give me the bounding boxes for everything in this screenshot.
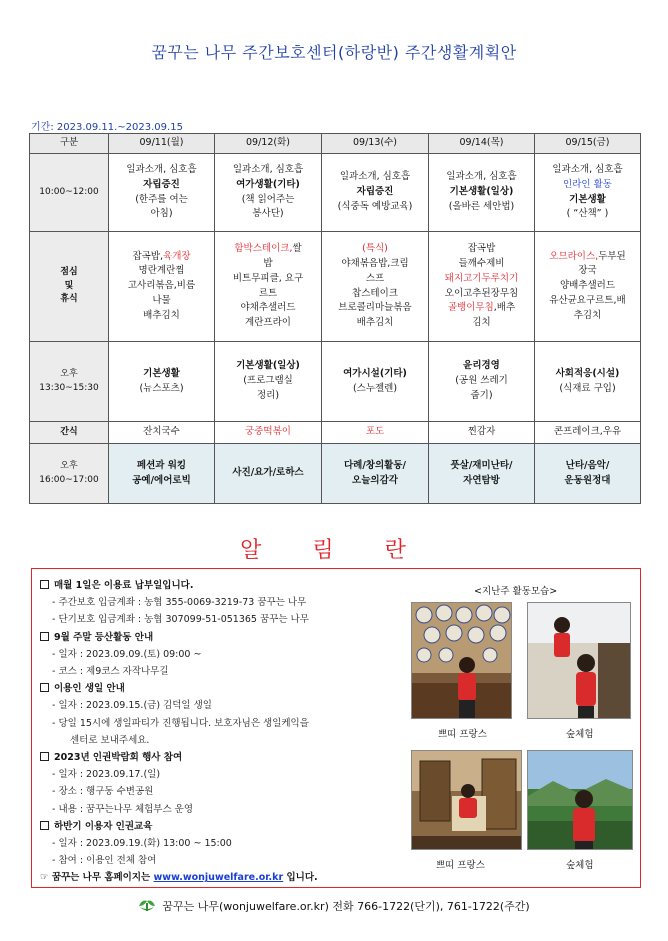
cell-line: 기본생활(일상): [449, 186, 514, 198]
cell-line: 운동원정대: [564, 474, 611, 486]
cell-text: ,배추: [493, 302, 516, 314]
cell-line: 오후: [60, 460, 78, 471]
cell-line: 아침): [150, 208, 173, 220]
notice-line: - 내용 : 꿈꾸는나무 체험부스 운영: [52, 803, 194, 815]
cell-line: 인라인 활동: [563, 178, 612, 190]
cell-line: 배추김치: [356, 316, 394, 328]
notice-heading: 9월 주말 등산활동 안내: [54, 631, 154, 643]
cell-line: [538, 250, 637, 265]
cell-line: 찹스테이크: [352, 287, 398, 299]
notice-item: [40, 749, 410, 766]
cell-text: 육개장: [163, 250, 191, 262]
cell-text: 함박스테이크,: [234, 243, 293, 255]
page-title: 꿈꾸는 나무 주간보호센터(하랑반) 주간생활계획안: [151, 43, 517, 62]
table-cell: [535, 342, 641, 422]
table-cell: 찐감자: [429, 422, 535, 444]
table-row: [30, 422, 641, 444]
cell-line: [218, 242, 318, 257]
homepage-prefix: ☞ 꿈꾸는 나무 홈페이지는: [40, 872, 151, 884]
cell-line: 13:30~15:30: [39, 382, 99, 393]
notice-line: - 일자 : 2023.09.15.(금) 김덕일 생일: [52, 700, 212, 712]
notice-line: - 당일 15시에 생일파티가 진행됩니다. 보호자님은 생일케익을: [52, 717, 309, 729]
table-cell: [109, 232, 215, 342]
cell-line: ( “산책” ): [566, 208, 609, 220]
cell-line: 계란프라이: [245, 316, 291, 328]
table-cell: [429, 232, 535, 342]
cell-line: 줍기): [470, 389, 493, 401]
cell-line: 난타/음악/: [565, 459, 610, 471]
activity-photo: [411, 750, 522, 850]
activity-photo: [411, 602, 512, 719]
cell-line: 야채추샐러드: [240, 302, 296, 314]
cell-line: [112, 250, 211, 265]
cell-line: 및: [64, 280, 74, 291]
table-cell: [429, 444, 535, 504]
checkbox-icon: [40, 752, 49, 761]
photo-petite-france-image: [412, 603, 512, 719]
cell-line: (한주를 여는: [135, 193, 188, 205]
header-cell: 구분: [30, 134, 109, 154]
notice-heading: 2023년 인권박람회 행사 참여: [54, 752, 183, 764]
row-label: 10:00~12:00: [30, 154, 109, 232]
photo-forest-image: [528, 603, 631, 719]
cell-line: 밥: [263, 258, 273, 270]
cell-line: 비트무피클, 요구: [232, 272, 304, 284]
cell-line: 들깨수제비: [458, 258, 505, 270]
homepage-suffix: 입니다.: [286, 872, 318, 884]
cell-line: 일과소개, 심호흡: [232, 164, 304, 176]
table-row: [30, 444, 641, 504]
homepage-link[interactable]: www.wonjuwelfare.or.kr: [153, 872, 284, 884]
notice-line: - 참여 : 이용인 전체 참여: [52, 855, 157, 867]
cell-line: (뉴스포츠): [139, 382, 184, 394]
table-cell: 잔치국수: [109, 422, 215, 444]
cell-line: 윤리경영: [463, 360, 500, 372]
notice-heading: 하반기 이용자 인권교육: [54, 820, 153, 832]
notice-line: - 장소 : 행구동 수변공원: [52, 786, 154, 798]
table-cell: [109, 444, 215, 504]
cell-line: 추김치: [573, 309, 602, 321]
cell-line: 고사리볶음,비름: [127, 280, 196, 292]
cell-line: 기본생활(일상): [236, 360, 300, 372]
activity-photo: [527, 602, 631, 719]
cell-line: 오후: [60, 368, 78, 379]
header-cell: 09/15(금): [535, 134, 641, 154]
cell-line: 공예/에어로빅: [132, 474, 191, 486]
header-cell: 09/11(월): [109, 134, 215, 154]
cell-line: 자연탐방: [463, 474, 500, 486]
notice-line: - 코스 : 제9코스 자작나무길: [52, 666, 169, 678]
cell-line: 자립증진: [356, 186, 394, 198]
cell-text: 오므라이스,: [549, 250, 599, 262]
cell-line: 르트: [258, 287, 278, 299]
cell-line: 봉사단): [252, 208, 284, 220]
cell-line: (공원 쓰레기: [455, 375, 508, 387]
header-cell: 09/12(화): [215, 134, 322, 154]
checkbox-icon: [40, 683, 49, 692]
cell-line: 양배추샐러드: [559, 280, 616, 292]
cell-line: 일과소개, 심호흡: [446, 171, 517, 183]
cell-line: 여가생활(기타): [236, 178, 300, 190]
cell-text: 잡곡밥,: [132, 250, 164, 262]
photo-label: 숲체험: [566, 729, 594, 740]
table-cell: 포도: [322, 422, 429, 444]
cell-line: 브로콜리마늘볶음: [338, 302, 412, 314]
photo-petite-france-chair-image: [412, 751, 522, 850]
notice-item: [40, 680, 410, 697]
table-cell: [215, 154, 322, 232]
cell-line: (식재료 구입): [559, 382, 616, 394]
notice-item: [40, 629, 410, 646]
cell-line: 김치: [472, 316, 491, 328]
table-cell: 콘프레이크,우유: [535, 422, 641, 444]
photo-label: 쁘띠 프랑스: [438, 729, 487, 740]
table-cell: [215, 444, 322, 504]
notice-line: - 일자 : 2023.09.09.(토) 09:00 ~: [52, 648, 202, 660]
table-cell: [429, 154, 535, 232]
cell-line: 야채볶음밥,크림: [341, 258, 409, 270]
table-cell: [322, 444, 429, 504]
cell-line: 16:00~17:00: [39, 474, 99, 485]
cell-line: 일과소개, 심호흡: [552, 164, 623, 176]
cell-line: 스프: [365, 272, 385, 284]
row-label: 간식: [30, 422, 109, 444]
notice-line: - 단기보호 입금계좌 : 농협 307099-51-051365 꿈꾸는 나무: [52, 614, 309, 626]
table-cell: [535, 154, 641, 232]
table-cell: [322, 232, 429, 342]
cell-line: 일과소개, 심호흡: [339, 171, 411, 183]
cell-line: (특식): [362, 243, 388, 255]
header-cell: 09/14(목): [429, 134, 535, 154]
table-cell: [535, 444, 641, 504]
table-cell: [215, 342, 322, 422]
cell-line: 일과소개, 심호흡: [126, 164, 197, 176]
table-cell: [322, 342, 429, 422]
checkbox-icon: [40, 632, 49, 641]
schedule-period: 기간: 2023.09.11.~2023.09.15: [31, 122, 183, 133]
logo-icon: [138, 898, 156, 914]
checkbox-icon: [40, 821, 49, 830]
footer-text: 꿈꾸는 나무(wonjuwelfare.or.kr) 전화 766-1722(단기), 761-1722(주간): [162, 900, 530, 913]
cell-line: 사회적응(시설): [555, 367, 620, 379]
cell-text: 쌀: [292, 243, 302, 255]
notice-item: [40, 577, 410, 594]
photo-label: 숲체험: [566, 860, 594, 871]
cell-line: 돼지고기두루치기: [444, 272, 519, 284]
cell-line: 다례/창의활동/: [343, 459, 406, 471]
table-header-row: [30, 134, 641, 154]
notice-list: [40, 577, 410, 887]
cell-line: (식중독 예방교육): [337, 200, 413, 212]
cell-line: 정리): [256, 389, 280, 401]
table-cell: [535, 232, 641, 342]
cell-line: 장국: [578, 265, 597, 277]
table-cell: [322, 154, 429, 232]
table-row: [30, 342, 641, 422]
notice-line: - 주간보호 입금계좌 : 농협 355-0069-3219-73 꿈꾸는 나무: [52, 597, 307, 609]
checkbox-icon: [40, 580, 49, 589]
row-label: [30, 232, 109, 342]
footer: [0, 898, 668, 914]
row-label: [30, 342, 109, 422]
cell-line: 페션과 워킹: [136, 459, 187, 471]
homepage-line: [40, 869, 410, 886]
notice-line: - 일자 : 2023.09.17.(일): [52, 769, 161, 781]
cell-line: 여가시설(기타): [343, 367, 407, 379]
table-cell: [429, 342, 535, 422]
header-cell: 09/13(수): [322, 134, 429, 154]
notice-heading: 이용인 생일 안내: [54, 683, 125, 695]
activity-photo: [527, 750, 633, 850]
cell-line: 잡곡밥: [467, 243, 496, 255]
cell-text: 두부된: [598, 250, 626, 262]
table-cell: 궁중떡볶이: [215, 422, 322, 444]
cell-line: 배추김치: [143, 309, 180, 321]
table-cell: [215, 232, 322, 342]
cell-line: 명란계란찜: [138, 265, 185, 277]
notice-line: - 일자 : 2023.09.19.(화) 13:00 ~ 15:00: [52, 838, 232, 850]
cell-line: 나물: [152, 294, 171, 306]
table-row: [30, 232, 641, 342]
cell-line: 기본생활: [143, 367, 180, 379]
cell-line: 사진/요가/로하스: [232, 467, 304, 479]
cell-line: 기본생활: [569, 193, 606, 205]
photo-label: 쁘띠 프랑스: [436, 860, 485, 871]
cell-line: 오늘의감각: [352, 474, 398, 486]
notice-title: 알 림 란: [240, 538, 428, 563]
weekly-schedule-table: [29, 133, 641, 504]
notice-item: [40, 818, 410, 835]
cell-line: [432, 301, 531, 316]
cell-line: (프로그램실: [243, 375, 293, 387]
notice-heading: 매월 1일은 이용료 납부일입니다.: [54, 580, 194, 591]
photos-caption: <지난주 활동모습>: [474, 586, 558, 597]
cell-line: 자립증진: [143, 178, 180, 190]
cell-line: 유산균요구르트,배: [549, 294, 626, 306]
photo-forest-landscape-image: [528, 751, 633, 850]
row-label: [30, 444, 109, 504]
cell-line: 휴식: [60, 294, 78, 305]
cell-line: (올바른 세안법): [448, 200, 515, 212]
cell-line: (책 읽어주는: [241, 193, 295, 205]
table-cell: [109, 342, 215, 422]
cell-line: 오이고추된장무침: [444, 287, 519, 299]
cell-line: 풋살/재미난타/: [450, 459, 513, 471]
notice-line: 센터로 보내주세요.: [70, 734, 150, 746]
cell-text: 골뱅이무침: [447, 302, 494, 314]
cell-line: 점심: [60, 266, 78, 277]
table-row: [30, 154, 641, 232]
cell-line: (스누젤렌): [352, 382, 398, 394]
table-cell: [109, 154, 215, 232]
